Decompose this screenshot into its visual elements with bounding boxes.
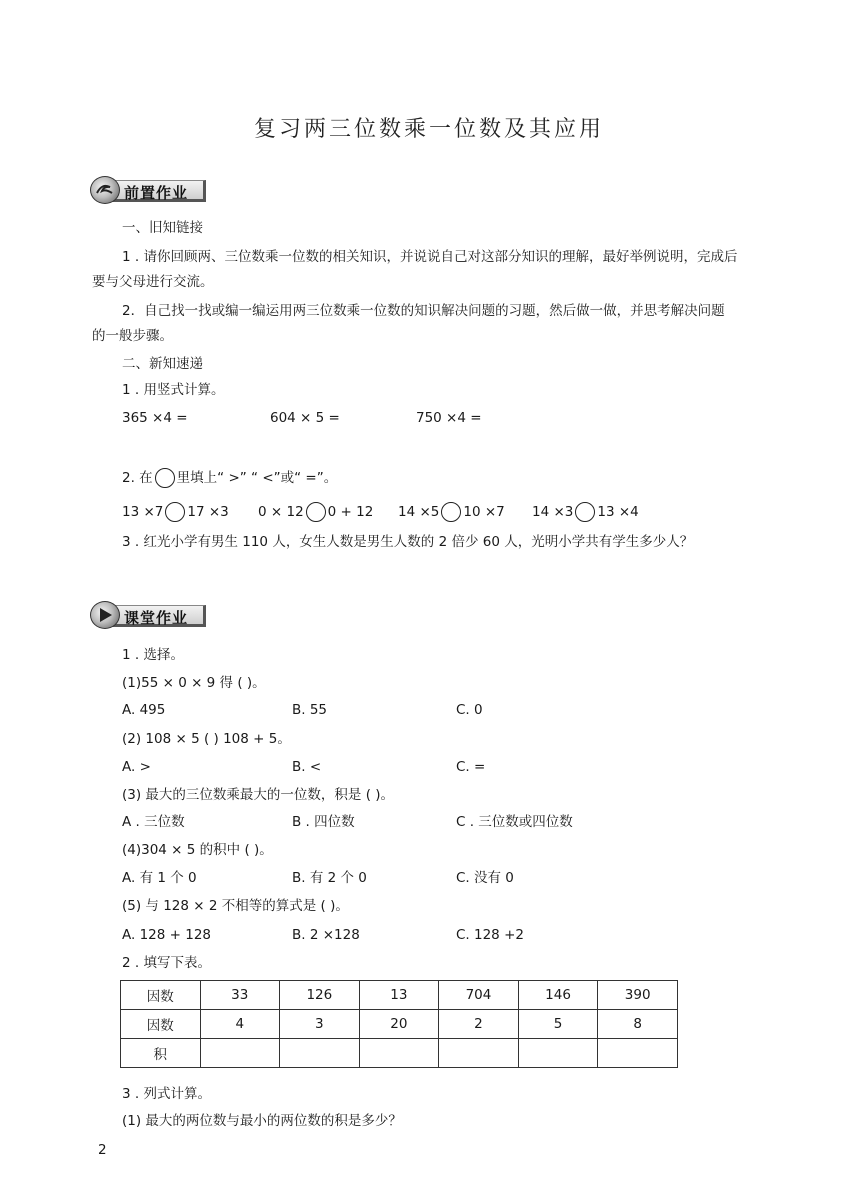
choice-option[interactable]: C. 没有 0 <box>456 870 514 886</box>
table-cell: 因数 <box>121 1010 201 1039</box>
paragraph-2-line-2: 的一般步骤。 <box>92 328 173 344</box>
answer-cell[interactable] <box>359 1039 439 1068</box>
calc-item: 604 × 5 = <box>270 410 340 426</box>
compare-left: 0 × 12 <box>258 504 304 520</box>
choice-stem: (4)304 × 5 的积中 ( )。 <box>122 842 273 858</box>
choice-stem: (1)55 × 0 × 9 得 ( )。 <box>122 675 266 691</box>
answer-circle[interactable] <box>306 502 326 522</box>
table-cell: 8 <box>598 1010 678 1039</box>
part1-heading: 一、旧知链接 <box>122 220 203 236</box>
paragraph-1-line-2: 要与父母进行交流。 <box>92 274 214 290</box>
compare-item <box>398 501 505 523</box>
section2-question-2: 2 . 填写下表。 <box>122 955 211 971</box>
compare-left: 13 ×7 <box>122 504 164 520</box>
section2-question-1: 1 . 选择。 <box>122 647 184 663</box>
table-cell: 20 <box>359 1010 439 1039</box>
table-cell: 5 <box>518 1010 598 1039</box>
section-banner-class-homework <box>90 600 210 630</box>
swirl-mark-icon <box>94 181 116 199</box>
table-cell: 33 <box>200 981 280 1010</box>
page-number: 2 <box>98 1142 107 1158</box>
play-icon <box>94 606 116 624</box>
table-cell: 126 <box>280 981 360 1010</box>
paragraph-2-line-1: 2．自己找一找或编一编运用两三位数乘一位数的知识解决问题的习题，然后做一做，并思考解决问题 <box>122 303 725 319</box>
choice-option[interactable]: B. 55 <box>292 702 328 718</box>
table-cell: 146 <box>518 981 598 1010</box>
table-cell: 2 <box>439 1010 519 1039</box>
answer-cell[interactable] <box>518 1039 598 1068</box>
choice-option[interactable]: A . 三位数 <box>122 814 185 830</box>
question-2-suffix: 里填上“ >” “ <”或“ =”。 <box>176 470 338 486</box>
choice-option[interactable]: C. 128 +2 <box>456 927 524 943</box>
table-cell: 390 <box>598 981 678 1010</box>
answer-circle[interactable] <box>165 502 185 522</box>
question-3: 3 . 红光小学有男生 110 人，女生人数是男生人数的 2 倍少 60 人，光明小学共有学生多少人？ <box>122 534 694 550</box>
choice-option[interactable]: B . 四位数 <box>292 814 355 830</box>
choice-option[interactable]: C. 0 <box>456 702 483 718</box>
section-banner-pre-homework <box>90 175 210 205</box>
choice-stem: (3) 最大的三位数乘最大的一位数，积是 ( )。 <box>122 787 395 803</box>
answer-circle[interactable] <box>575 502 595 522</box>
question-2 <box>122 467 337 489</box>
choice-stem: (5) 与 128 × 2 不相等的算式是 ( )。 <box>122 898 349 914</box>
page-title: 复习两三位数乘一位数及其应用 <box>254 117 605 142</box>
part2-heading: 二、新知速递 <box>122 356 203 372</box>
blank-circle-icon <box>155 468 175 488</box>
answer-cell[interactable] <box>200 1039 280 1068</box>
paragraph-1-line-1: 1 . 请你回顾两、三位数乘一位数的相关知识，并说说自己对这部分知识的理解，最好举例说明，完成后 <box>122 249 738 265</box>
choice-option[interactable]: A. 495 <box>122 702 166 718</box>
table-cell: 704 <box>439 981 519 1010</box>
answer-cell[interactable] <box>280 1039 360 1068</box>
question-1: 1 . 用竖式计算。 <box>122 382 225 398</box>
table-cell: 4 <box>200 1010 280 1039</box>
table-cell: 因数 <box>121 981 201 1010</box>
calc-item: 365 ×4 = <box>122 410 188 426</box>
choice-option[interactable]: A. 有 1 个 0 <box>122 870 197 886</box>
compare-right: 17 ×3 <box>187 504 229 520</box>
table-cell: 13 <box>359 981 439 1010</box>
answer-cell[interactable] <box>598 1039 678 1068</box>
choice-option[interactable]: C. = <box>456 759 486 775</box>
compare-left: 14 ×5 <box>398 504 440 520</box>
compare-item <box>532 501 639 523</box>
section2-question-3-1: (1) 最大的两位数与最小的两位数的积是多少？ <box>122 1113 402 1129</box>
choice-option[interactable]: B. 2 ×128 <box>292 927 360 943</box>
section2-question-3: 3 . 列式计算。 <box>122 1086 211 1102</box>
choice-option[interactable]: A. 128 + 128 <box>122 927 212 943</box>
question-2-prefix: 2. 在 <box>122 470 153 486</box>
compare-right: 13 ×4 <box>597 504 639 520</box>
compare-item <box>122 501 229 523</box>
banner-label: 课堂作业 <box>124 609 189 627</box>
table-cell: 3 <box>280 1010 360 1039</box>
choice-option[interactable]: C . 三位数或四位数 <box>456 814 573 830</box>
table-row <box>121 981 678 1010</box>
compare-item <box>258 501 373 523</box>
compare-right: 10 ×7 <box>463 504 505 520</box>
answer-circle[interactable] <box>441 502 461 522</box>
table-row <box>121 1039 678 1068</box>
compare-left: 14 ×3 <box>532 504 574 520</box>
banner-label: 前置作业 <box>124 184 189 202</box>
choice-option[interactable]: B. 有 2 个 0 <box>292 870 367 886</box>
table-cell: 积 <box>121 1039 201 1068</box>
calc-item: 750 ×4 = <box>416 410 482 426</box>
answer-cell[interactable] <box>439 1039 519 1068</box>
table-row <box>121 1010 678 1039</box>
compare-right: 0 + 12 <box>327 504 374 520</box>
choice-stem: (2) 108 × 5 ( ) 108 + 5。 <box>122 731 291 747</box>
factor-table <box>120 980 678 1068</box>
choice-option[interactable]: A. > <box>122 759 151 775</box>
choice-option[interactable]: B. < <box>292 759 322 775</box>
